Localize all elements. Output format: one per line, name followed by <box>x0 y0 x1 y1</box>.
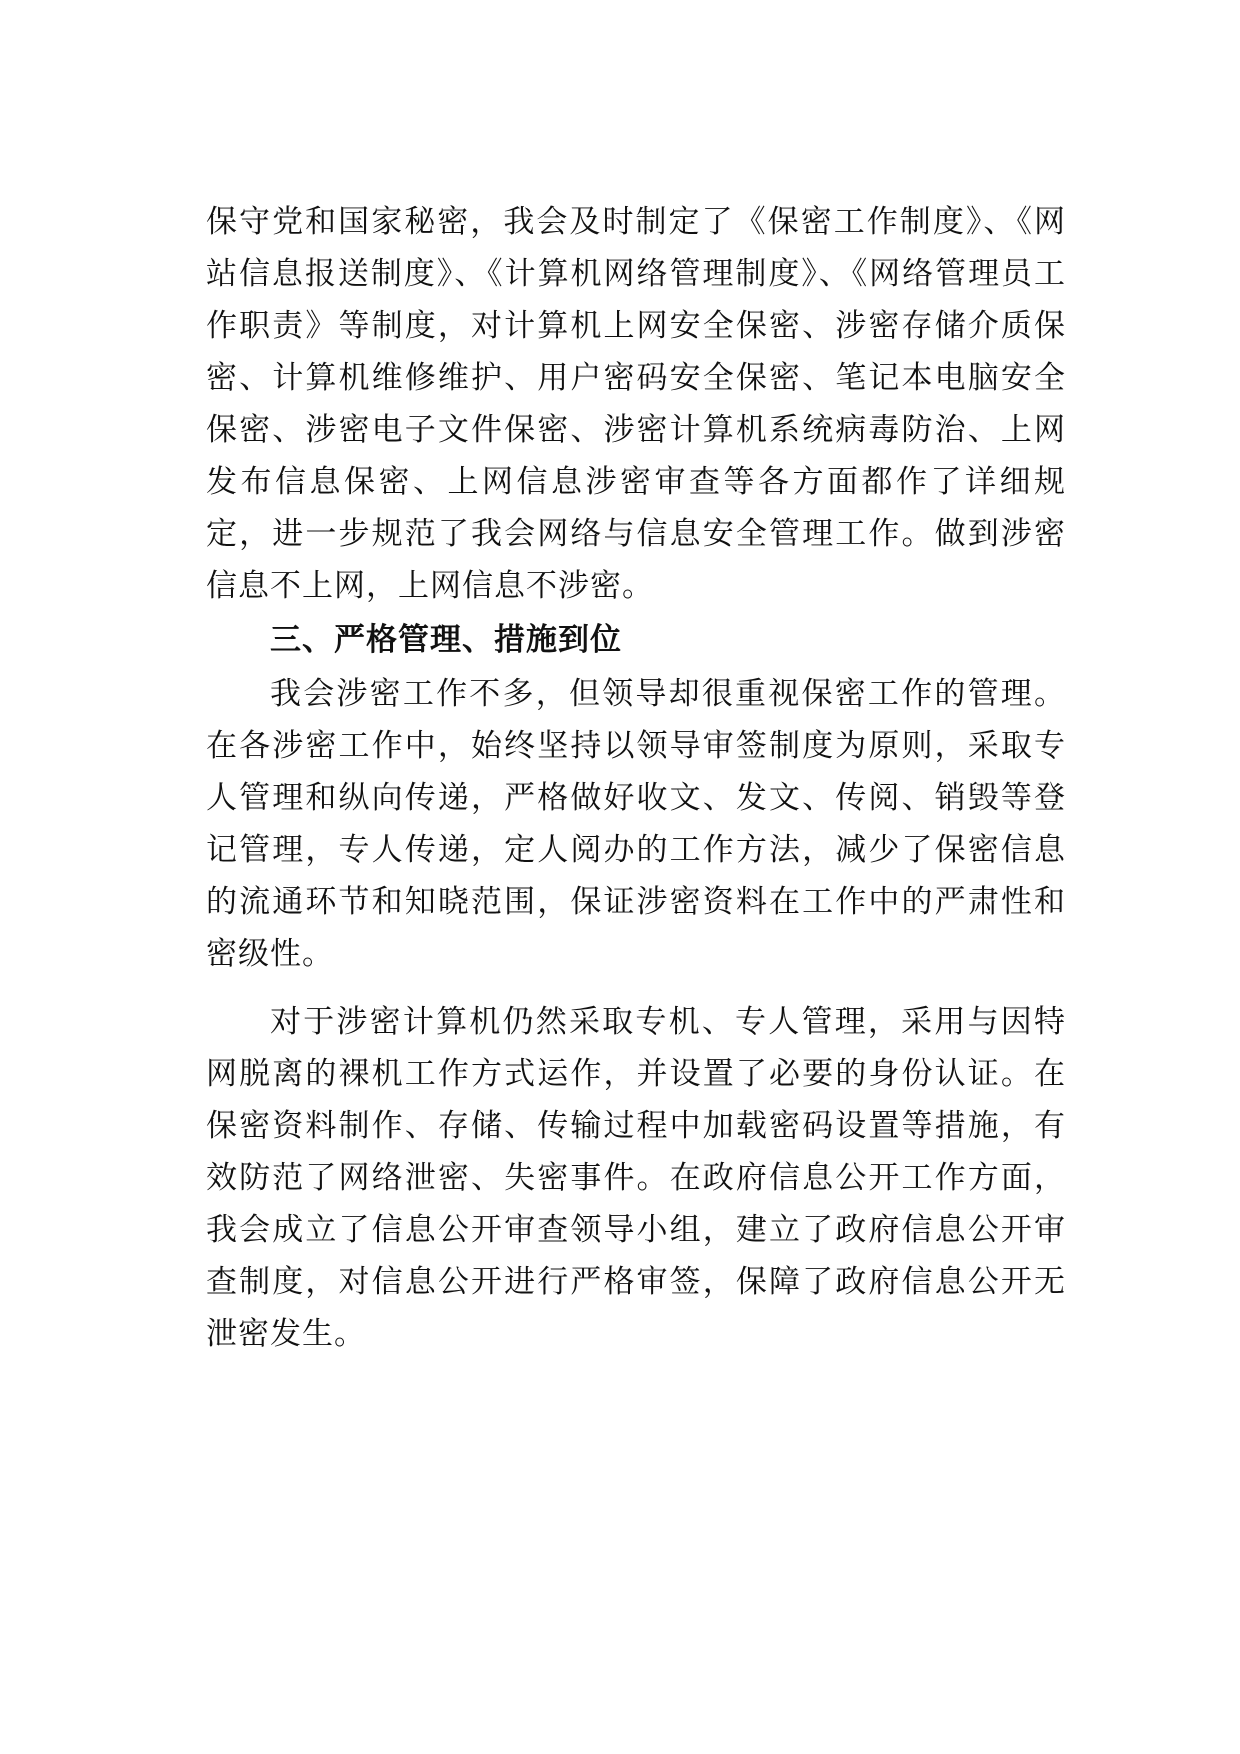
document-body <box>206 196 1066 1360</box>
paragraph-strict-management: 我会涉密工作不多，但领导却很重视保密工作的管理。在各涉密工作中，始终坚持以领导审签制度为原则，采取专人管理和纵向传递，严格做好收文、发文、传阅、销毁等登记管理，专人传递，定人阅办的工作方法，减少了保密信息的流通环节和知晓范围，保证涉密资料在工作中的严肃性和密级性。 <box>206 676 1066 972</box>
paragraph-confidentiality-rules: 保守党和国家秘密，我会及时制定了《保密工作制度》、《网站信息报送制度》、《计算机网络管理制度》、《网络管理员工作职责》等制度，对计算机上网安全保密、涉密存储介质保密、计算机维修维护、用户密码安全保密、笔记本电脑安全保密、涉密电子文件保密、涉密计算机系统病毒防治、上网发布信息保密、上网信息涉密审查等各方面都作了详细规定，进一步规范了我会网络与信息安全管理工作。做到涉密信息不上网，上网信息不涉密。 <box>206 204 1066 604</box>
paragraph-computer-security: 对于涉密计算机仍然采取专机、专人管理，采用与因特网脱离的裸机工作方式运作，并设置了必要的身份认证。在保密资料制作、存储、传输过程中加载密码设置等措施，有效防范了网络泄密、失密事件。在政府信息公开工作方面，我会成立了信息公开审查领导小组，建立了政府信息公开审查制度，对信息公开进行严格审签，保障了政府信息公开无泄密发生。 <box>206 1004 1066 1352</box>
section-heading: 三、严格管理、措施到位 <box>270 622 622 658</box>
